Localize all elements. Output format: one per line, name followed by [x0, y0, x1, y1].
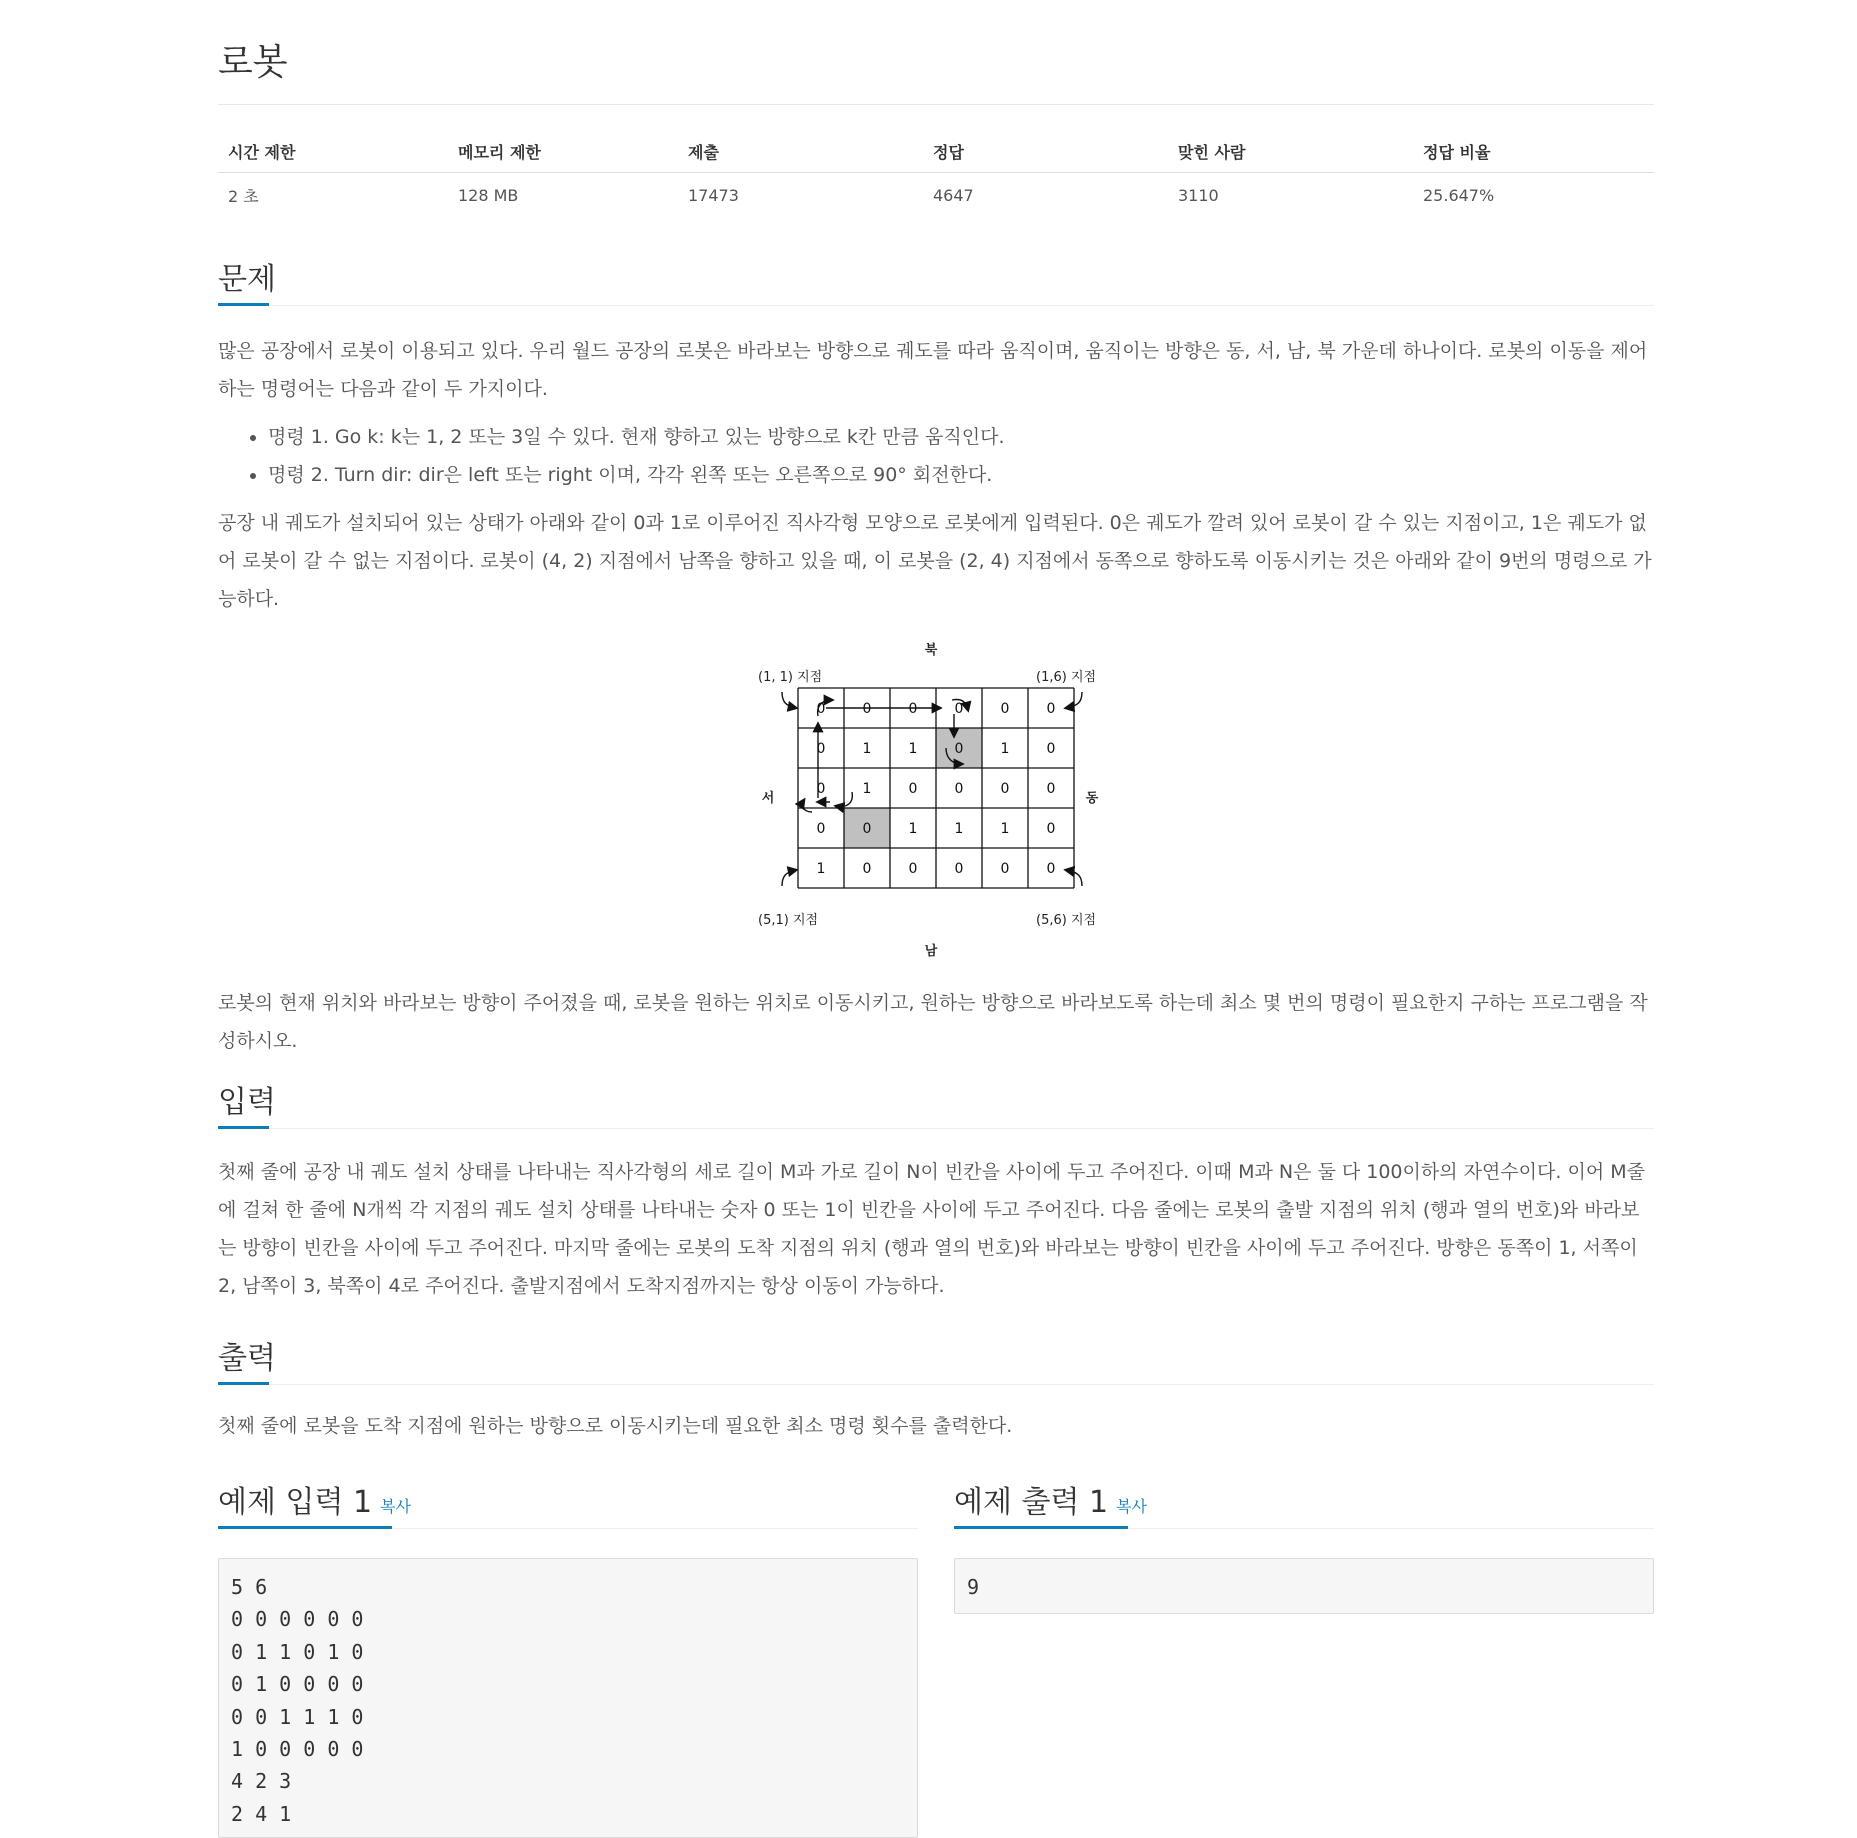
sample-input-heading — [218, 1475, 918, 1529]
info-header-solvers: 맞힌 사람 — [1168, 130, 1413, 173]
output-heading — [218, 1331, 1654, 1385]
problem-info-table — [218, 130, 1654, 217]
info-header-ratio: 정답 비율 — [1413, 130, 1654, 173]
grid-cell-value: 0 — [954, 781, 964, 797]
grid-cell-value: 0 — [1046, 741, 1056, 757]
info-memory-limit: 128 MB — [458, 185, 519, 205]
copy-sample-input-button[interactable]: 복사 — [380, 1497, 412, 1516]
grid-cell-value: 0 — [954, 741, 964, 757]
figure-east-label: 동 — [1085, 791, 1099, 806]
corner-arrow-top-left — [782, 692, 796, 708]
grid-cell-value: 0 — [1000, 861, 1010, 877]
sample-input-heading-text: 예제 입력 1 — [218, 1485, 373, 1520]
command-item: • 명령 1. Go k: k는 1, 2 또는 3일 수 있다. 현재 향하고 있는 방향으로 k칸 만큼 움직인다. — [268, 418, 1654, 456]
output-description: 첫째 줄에 로봇을 도착 지점에 원하는 방향으로 이동시키는데 필요한 최소 명령 횟수를 출력한다. — [218, 1415, 1013, 1437]
info-submissions: 17473 — [688, 185, 739, 205]
grid-cell-value: 1 — [862, 781, 872, 797]
grid-cell-value: 1 — [908, 821, 918, 837]
sample-output-heading — [954, 1475, 1654, 1529]
problem-paragraph-2: 공장 내 궤도가 설치되어 있는 상태가 아래와 같이 0과 1로 이루어진 직사각형 모양으로 로봇에게 입력된다. 0은 궤도가 깔려 있어 로봇이 갈 수 있는 지점이고, 1은 궤도가 없어 로봇이 갈 수 없는 지점이다. 로봇이 (4, 2) 지점에서 남쪽을 향하고 있을 때, 이 로봇을 (2, 4) 지점에서 동쪽으로 향하도록 이동시키는 것은 아래와 같이 9번의 명령으로 가능하다. — [218, 512, 1652, 610]
input-section — [218, 1075, 1654, 1305]
robot-grid-figure — [756, 636, 1106, 966]
copy-sample-output-button[interactable]: 복사 — [1116, 1497, 1148, 1516]
info-ratio: 25.647% — [1423, 185, 1495, 205]
figure-corner-bottom-right: (5,6) 지점 — [1036, 913, 1097, 928]
info-accepted: 4647 — [933, 185, 974, 205]
output-section — [218, 1331, 1654, 1445]
page-title: 로봇 — [218, 42, 288, 83]
problem-heading-text: 문제 — [218, 262, 276, 297]
grid-cell-value: 0 — [862, 701, 872, 717]
figure-corner-bottom-left: (5,1) 지점 — [758, 913, 819, 928]
grid-cell-value: 0 — [1046, 701, 1056, 717]
grid-cell-value: 0 — [908, 861, 918, 877]
grid-cell-value: 0 — [954, 701, 964, 717]
figure-south-label: 남 — [924, 944, 938, 959]
grid-cell-value: 1 — [1000, 821, 1010, 837]
grid-cell-value: 0 — [1046, 821, 1056, 837]
grid-cell-value: 0 — [908, 781, 918, 797]
grid-cell-value: 0 — [1046, 781, 1056, 797]
grid-cell-value: 0 — [908, 701, 918, 717]
problem-section — [218, 252, 1654, 618]
grid-cell-value: 0 — [816, 821, 826, 837]
title-divider — [218, 104, 1654, 105]
grid-cell-value: 0 — [816, 741, 826, 757]
command-list — [218, 418, 1654, 494]
sample-output-section — [954, 1475, 1654, 1529]
output-heading-text: 출력 — [218, 1341, 276, 1376]
input-heading-text: 입력 — [218, 1085, 276, 1120]
sample-output-box[interactable]: 9 — [954, 1558, 1654, 1614]
figure-corner-top-right: (1,6) 지점 — [1036, 670, 1097, 685]
figure-west-label: 서 — [761, 791, 775, 806]
command-item: • 명령 2. Turn dir: dir은 left 또는 right 이며, 각각 왼쪽 또는 오른쪽으로 90° 회전한다. — [268, 456, 1654, 494]
info-header-row — [218, 130, 1654, 173]
grid-cell-value: 0 — [954, 861, 964, 877]
grid-cell-value: 1 — [862, 741, 872, 757]
info-header-accepted: 정답 — [923, 130, 1168, 173]
info-solvers: 3110 — [1178, 185, 1219, 205]
grid-cell-value: 0 — [816, 781, 826, 797]
grid-cell-value: 1 — [954, 821, 964, 837]
info-value-row — [218, 173, 1654, 218]
sample-output-heading-text: 예제 출력 1 — [954, 1485, 1109, 1520]
grid-cell-value: 0 — [816, 701, 826, 717]
grid-cell-value: 0 — [862, 821, 872, 837]
input-heading — [218, 1075, 1654, 1129]
grid-cell-value: 1 — [1000, 741, 1010, 757]
grid-cell-value: 0 — [862, 861, 872, 877]
figure-corner-top-left: (1, 1) 지점 — [758, 670, 823, 685]
info-header-time-limit: 시간 제한 — [218, 130, 448, 173]
problem-heading — [218, 252, 1654, 306]
info-time-limit: 2 초 — [228, 186, 259, 206]
grid-cell-value: 0 — [1000, 781, 1010, 797]
problem-paragraph-3: 로봇의 현재 위치와 바라보는 방향이 주어졌을 때, 로봇을 원하는 위치로 이동시키고, 원하는 방향으로 바라보도록 하는데 최소 몇 번의 명령이 필요한지 구하는 프로그램을 작성하시오. — [218, 992, 1648, 1052]
sample-input-box[interactable]: 5 6 0 0 0 0 0 0 0 1 1 0 1 0 0 1 0 0 0 0 0 0 1 1 1 0 1 0 0 0 0 0 4 2 3 2 4 1 — [218, 1558, 918, 1838]
info-header-submissions: 제출 — [678, 130, 923, 173]
grid-cell-value: 1 — [816, 861, 826, 877]
grid-cell-value: 1 — [908, 741, 918, 757]
grid-cell-value: 0 — [1046, 861, 1056, 877]
problem-paragraph-1: 많은 공장에서 로봇이 이용되고 있다. 우리 월드 공장의 로봇은 바라보는 방향으로 궤도를 따라 움직이며, 움직이는 방향은 동, 서, 남, 북 가운데 하나이다. 로봇의 이동을 제어하는 명령어는 다음과 같이 두 가지이다. — [218, 340, 1648, 400]
info-header-memory-limit: 메모리 제한 — [448, 130, 678, 173]
grid-cell-value: 0 — [1000, 701, 1010, 717]
sample-input-section — [218, 1475, 918, 1529]
figure-north-label: 북 — [924, 643, 938, 658]
corner-arrow-bottom-left — [782, 870, 796, 886]
input-description: 첫째 줄에 공장 내 궤도 설치 상태를 나타내는 직사각형의 세로 길이 M과 가로 길이 N이 빈칸을 사이에 두고 주어진다. 이때 M과 N은 둘 다 100이하의 자연수이다. 이어 M줄에 걸쳐 한 줄에 N개씩 각 지점의 궤도 설치 상태를 나타내는 숫자 0 또는 1이 빈칸을 사이에 두고 주어진다. 다음 줄에는 로봇의 출발 지점의 위치 (행과 열의 번호)와 바라보는 방향이 빈칸을 사이에 두고 주어진다. 마지막 줄에는 로봇의 도착 지점의 위치 (행과 열의 번호)와 바라보는 방향이 빈칸을 사이에 두고 주어진다. 방향은 동쪽이 1, 서쪽이 2, 남쪽이 3, 북쪽이 4로 주어진다. 출발지점에서 도착지점까지는 항상 이동이 가능하다. — [218, 1161, 1645, 1297]
